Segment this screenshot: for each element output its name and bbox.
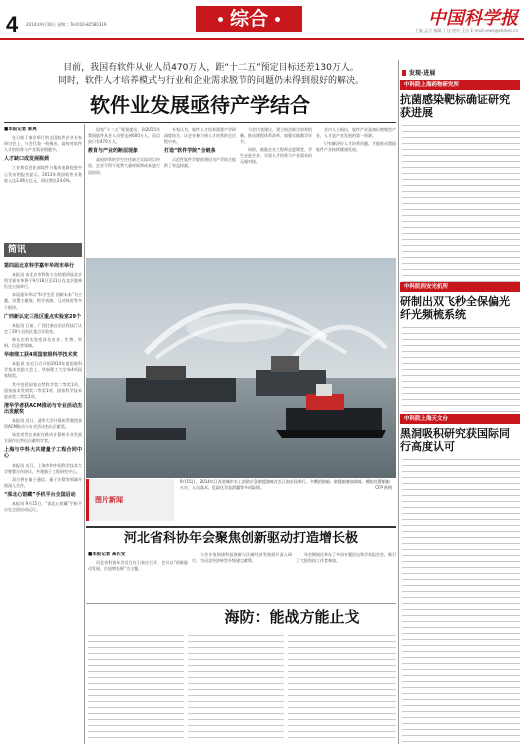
article-column-2 [88,127,160,255]
divider [86,603,396,604]
brief-text: 本报讯 9月15日，“深北心馆藏”手机平台在全国启动运行。 [4,501,82,513]
brief-title: 上海与中科大共建量子工程合同中心 [4,447,82,460]
lead-line-1: 目前，我国有软件从业人员470万人，距“十二五”预定目标还差130万人。 [63,63,359,73]
brief-title: “深北心馆藏”手机平台全国启动 [4,491,76,498]
story1-body [402,122,520,284]
brief-title: 广西新认定三批区重点实验室29个 [4,313,81,320]
story3-title: 黑洞吸积研究获国际同行高度认可 [400,427,510,453]
paragraph: 示范性软件学院的建设为产学结合提供了有益探索。 [164,157,236,169]
article-column-5 [316,127,396,255]
article3-column-3 [288,632,396,742]
paragraph: 只有解决好人才培养问题，才能推动我国软件产业持续健康发展。 [316,141,396,153]
story2-title: 研制出双飞秒全保偏光纤光频梳系统 [400,295,510,321]
paragraph: 与会代表建议，建立校企联合培养机制，推动课程体系改革，加强实践教学环节。 [240,127,312,145]
subheading: 人才缺口成发展瓶颈 [4,156,50,163]
paragraph: 同时，鼓励企业工程师走进课堂，学生走进企业，实现人才培养与产业需求的无缝对接。 [240,147,312,165]
paragraph: 工业和信息化部软件与集成电路促进中心发布的报告显示，2013年我国软件业务收入达3.06万亿元，同比增长24.6%。 [4,165,82,183]
column-divider [84,124,85,744]
second-headline: 河北省科协年会聚焦创新驱动打造增长极 [86,526,396,548]
paragraph: 业内人士指出，软件产业是知识密集型产业，人才是产业发展的第一资源。 [316,127,396,139]
brief-text: 本报讯 近日，上海市和中国科学技术大学签署合作协议，共建量子工程研究中心。 [4,462,82,474]
issue-meta: 2014年9月16日 星期二 Tel:010-82580319 [26,22,107,27]
paragraph: 河北省科协年会近日在石家庄召开，会议以“创新驱动发展，打造增长极”为主题。 [88,560,188,572]
main-headline: 软件业发展亟待产学结合 [90,93,310,117]
caption-tag-box [86,479,174,521]
brief-column [4,260,82,740]
right-column-title: 发现·进展 [402,68,435,77]
brief-text: 本报讯 在近日召开的2014年度国家科学技术奖励大会上，华南理工大学获4项国家级奖。 [4,361,82,379]
article2-column-2 [192,552,292,602]
article-column-3 [164,127,236,255]
column-divider [398,60,399,744]
caption-text: 9月15日，2014年江苏省城市水上消防应急救援演练在长江南京段举行。多艘消防船、救援船参加演练，模拟处置船舶火灾、人员落水、危险化学品泄漏等多项险情。 [180,479,390,491]
subheading: 打造“软件学院”全链条 [164,148,216,155]
story3-head: 中科院上海天文台 [400,414,520,424]
page-header [0,0,524,40]
article-column-4 [240,127,312,255]
brief-text: 本报讯 日前，广西壮族自治区科技厅认定了29个自治区重点实验室。 [4,322,82,334]
newspaper-logo: 中国科学报 [428,8,518,29]
story2-body [402,324,520,414]
paragraph: 专家认为，软件人才培养需要产学研深度结合，让企业参与到人才培养的全过程中来。 [164,127,236,145]
paragraph: 高校培养的学生往往缺乏实际项目经验，企业不得不花费大量时间和成本进行再培训。 [88,157,160,175]
subheading: 教育与产业的断层现象 [88,148,139,155]
paragraph: 在日前于南京举行的全国软件企业专家研讨会上，与会代表一致指出，高校对软件人才的培养与产业需求相脱节。 [4,135,82,153]
article3-column-2 [188,632,284,742]
paragraph: 新认定的实验室涉及农业、生物、材料、信息等领域。 [4,336,82,349]
news-photo [86,258,396,478]
byline: ■本报记者 郭爽 [4,127,37,132]
page-number: 4 [6,12,19,37]
fireboat-drill-photo [86,258,396,478]
section-title: 综合 [229,8,268,30]
brief-text: 本报讯 近日，清华大学计算机系教授获得ACM推动与专业活动杰出贡献奖。 [4,417,82,430]
paragraph: 年会期间还举办了多场专题论坛和学术报告会，吸引了大批科技工作者参加。 [296,552,396,564]
brief-section-title: 简讯 [4,243,82,257]
brief-text: 本报讯 由北京市科协主办的第四届北京科学嘉年华将于9月18日至21日在北京奥林匹克公园举行。 [4,272,82,290]
story2-head: 中科院西安光机所 [400,282,520,292]
paragraph: 与会专家围绕科技创新与区域经济发展展开深入研讨，为河北经济转型升级建言献策。 [192,552,292,564]
paragraph: 双方将在量子通信、量子计算等领域开展深入合作。 [4,476,82,488]
section-banner [196,6,302,32]
story3-body [402,456,520,742]
article-column-1 [4,127,82,241]
editor-info: 主编 孟方 编辑 丁佳 校对 王庆 E-mail:news@stimes.cn [414,28,518,33]
photo-credit: CFP 供图 [375,485,392,491]
paragraph: 其中包括国家自然科学奖二等奖1项、国家技术发明奖二等奖1项、国家科学技术进步奖二等奖2项。 [4,381,82,399]
article2-column-3 [296,552,396,602]
brief-title: 华南理工获4项国家级科学技术奖 [4,352,78,359]
photo-caption [180,479,392,521]
article2-column-1 [88,552,188,602]
lead-line-2: 同时，软件人才培养模式与行业和企业需求脱节的问题仍未得到很好的解决。 [57,76,364,86]
divider [4,122,396,123]
story1-head: 中科院上海药物研究所 [400,80,520,90]
paragraph: 国家“十二五”规划提出，到2015年我国软件从业人员要达到600万人，而目前只有470万人。 [88,127,160,145]
caption-tag: 图片新闻 [95,496,123,504]
dot-icon [275,17,280,22]
byline: ■本报记者 高长安 [88,552,126,557]
brief-title: 第四届北京科学嘉年华周末举行 [4,263,75,269]
article3-column-1 [88,632,184,742]
brief-title: 清华学者获ACM推动与专业活动杰出贡献奖 [4,402,82,415]
paragraph: 本届嘉年华以“科学生活 创新未来”为主题，设置主题展、科学表演、互动体验等多个板块。 [4,292,82,310]
story1-title: 抗菌感染靶标确证研究获进展 [400,93,510,119]
dot-icon [218,17,223,22]
paragraph: 该奖项旨在表彰在推动计算机专业发展方面作出突出贡献的学者。 [4,432,82,444]
third-headline: 海防：能战方能止戈 [224,608,360,626]
